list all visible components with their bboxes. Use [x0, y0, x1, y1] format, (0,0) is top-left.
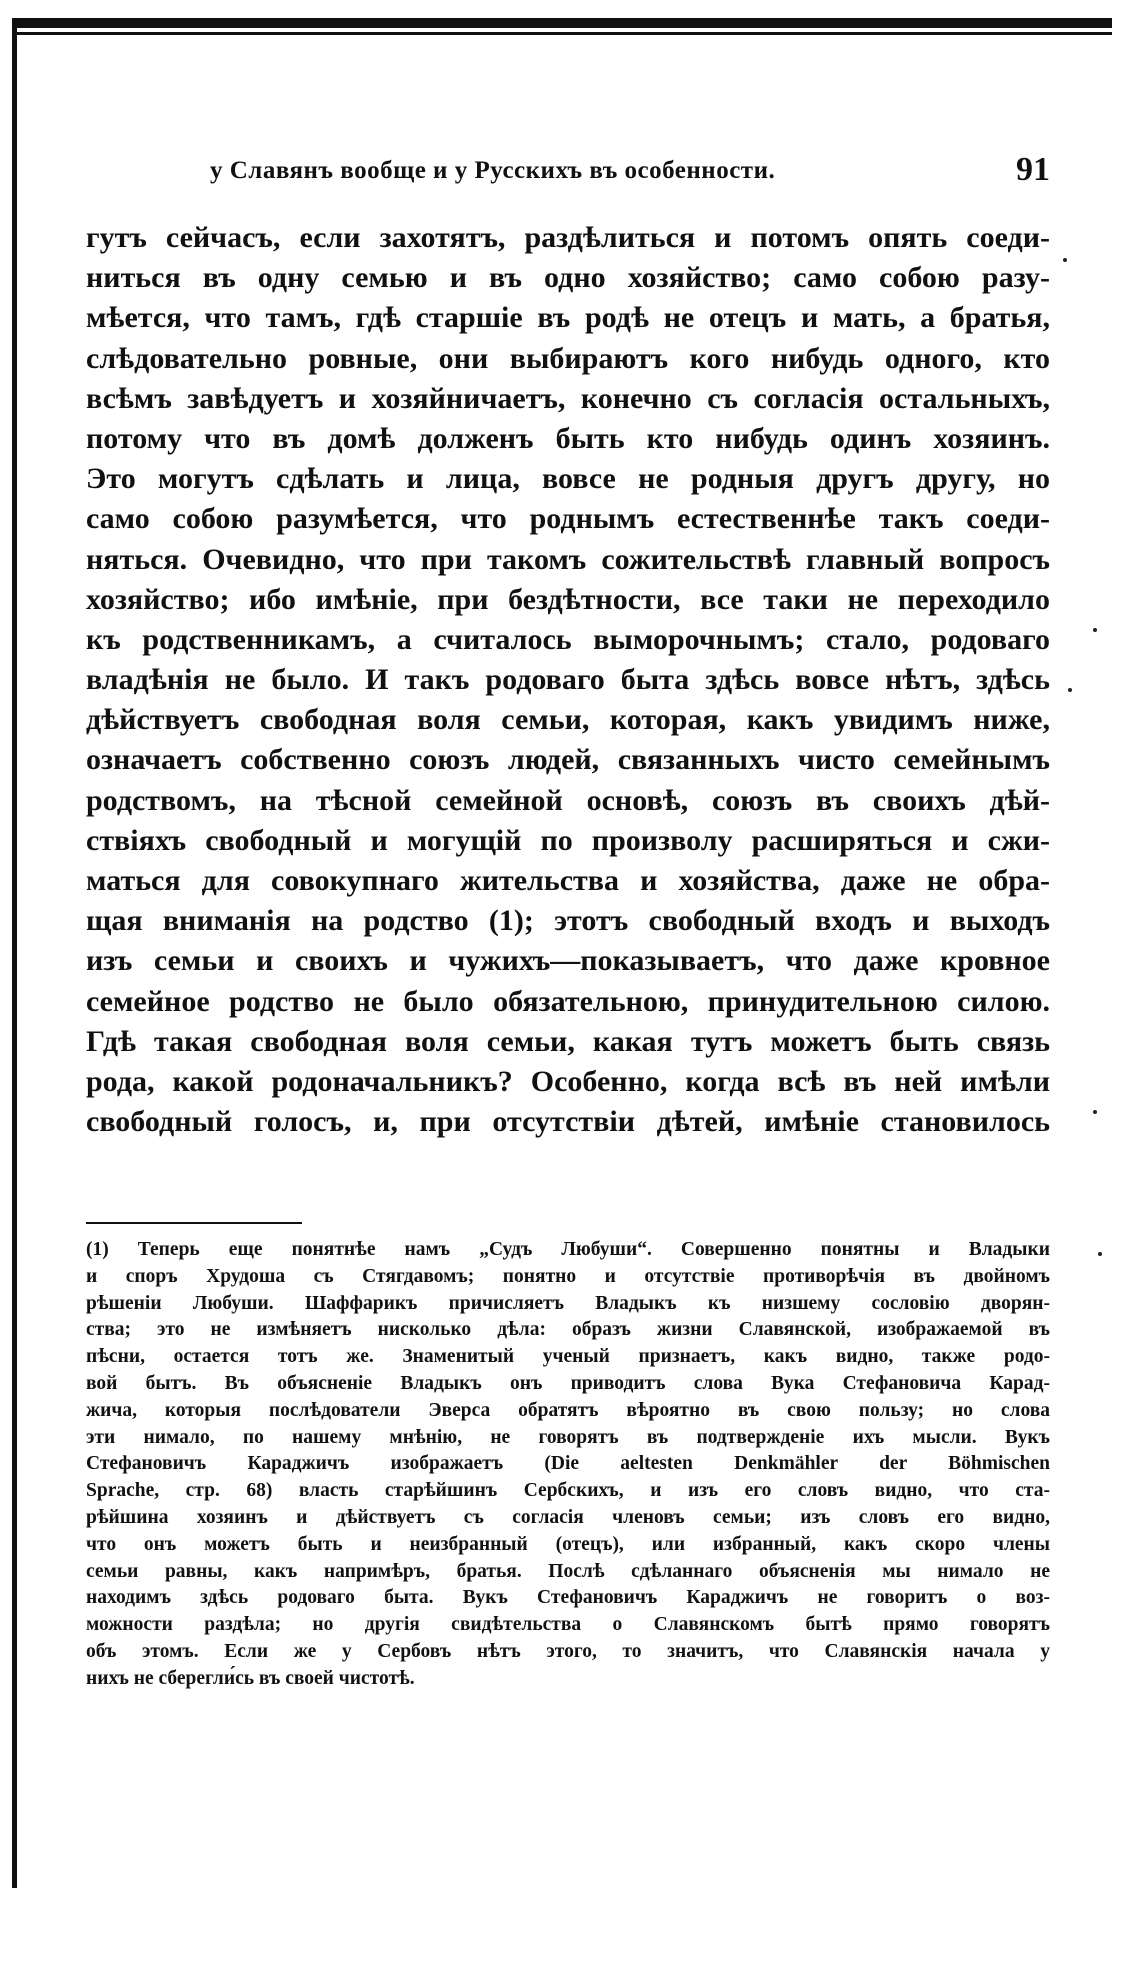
footnote-line: и споръ Хрудоша съ Стягдавомъ; понятно и отсутствіе противорѣчія въ двойномъ: [86, 1265, 1050, 1287]
footnote-line: рѣйшина хозяинъ и дѣйствуетъ съ согласія членовъ семьи; изъ словъ его видно,: [86, 1506, 1050, 1528]
text-line: свободный голосъ, и, при отсутствіи дѣтей, имѣніе становилось: [86, 1105, 1050, 1139]
text-line: дѣйствуетъ свободная воля семьи, которая, какъ увидимъ ниже,: [86, 703, 1050, 737]
footnote-line: Стефановичъ Караджичъ изображаетъ (Die aeltesten Denkmähler der Böhmischen: [86, 1453, 1050, 1475]
print-speck: [1068, 688, 1072, 692]
footnote-line: жича, которыя послѣдователи Эверса обратятъ вѣроятно въ свою пользу; но слова: [86, 1399, 1050, 1421]
text-line: няться. Очевидно, что при такомъ сожительствѣ главный вопросъ: [86, 542, 1050, 576]
text-line: всѣмъ завѣдуетъ и хозяйничаетъ, конечно съ согласія остальныхъ,: [86, 381, 1050, 415]
text-line: хозяйство; ибо имѣніе, при бездѣтности, все таки не переходило: [86, 582, 1050, 616]
footnote-line: рѣшеніи Любуши. Шаффарикъ причисляетъ Владыкъ къ низшему сословію дворян-: [86, 1292, 1050, 1314]
footnote-line: семьи равны, какъ напримѣръ, братья. Послѣ сдѣланнаго объясненія мы нимало не: [86, 1560, 1050, 1582]
top-border-rule: [12, 18, 1112, 28]
text-line: слѣдовательно ровные, они выбираютъ кого нибудь одного, кто: [86, 341, 1050, 375]
text-line: потому что въ домѣ долженъ быть кто нибудь одинъ хозяинъ.: [86, 421, 1050, 455]
text-line: семейное родство не было обязательною, принудительною силою.: [86, 984, 1050, 1018]
footnote-separator: [86, 1222, 302, 1224]
running-header-title: у Славянъ вообще и у Русскихъ въ особенности.: [210, 157, 776, 184]
text-line: Это могутъ сдѣлать и лица, вовсе не родныя другъ другу, но: [86, 462, 1050, 496]
footnote-line: вой бытъ. Въ объясненіе Владыкъ онъ приводитъ слова Вука Стефановича Карад-: [86, 1372, 1050, 1394]
footnote-line: пѣсни, остается тотъ же. Знаменитый ученый признаетъ, какъ видно, также родо-: [86, 1346, 1050, 1368]
footnote-line: нихъ не сберегли́сь въ своей чистотѣ.: [86, 1667, 415, 1689]
print-speck: [1093, 1110, 1097, 1114]
text-line: родствомъ, на тѣсной семейной основѣ, союзъ въ своихъ дѣй-: [86, 783, 1050, 817]
running-header: [210, 151, 1050, 197]
print-speck: [1098, 1252, 1102, 1256]
footnote-line: Sprache, стр. 68) власть старѣйшинъ Сербскихъ, и изъ его словъ видно, что ста-: [86, 1480, 1050, 1502]
footnote-line: находимъ здѣсь родоваго быта. Вукъ Стефановичъ Караджичъ не говоритъ о воз-: [86, 1587, 1050, 1609]
main-text-block: [86, 218, 1050, 1142]
left-page-edge: [12, 28, 17, 1888]
text-line: щая вниманія на родство (1); этотъ свободный входъ и выходъ: [86, 904, 1050, 938]
page-number: 91: [1016, 151, 1050, 188]
footnote-line: ства; это не измѣняетъ нисколько дѣла: образъ жизни Славянской, изображаемой въ: [86, 1319, 1050, 1341]
top-border-rule-thin: [12, 32, 1112, 35]
print-speck: [1093, 628, 1097, 632]
text-line: изъ семьи и своихъ и чужихъ—показываетъ, что даже кровное: [86, 944, 1050, 978]
footnote-line: объ этомъ. Если же у Сербовъ нѣтъ этого, то значитъ, что Славянскія начала у: [86, 1640, 1050, 1662]
footnote-line: (1) Теперь еще понятнѣе намъ „Судъ Любуши“. Совершенно понятны и Владыки: [86, 1239, 1050, 1260]
text-line: означаетъ собственно союзъ людей, связанныхъ чисто семейнымъ: [86, 743, 1050, 777]
text-line: само собою разумѣется, что роднымъ естественнѣе такъ соеди-: [86, 502, 1050, 536]
text-line: къ родственникамъ, а считалось выморочнымъ; стало, родоваго: [86, 622, 1050, 656]
text-line: Гдѣ такая свободная воля семьи, какая тутъ можетъ быть связь: [86, 1024, 1050, 1058]
footnote-block: [86, 1237, 1050, 1693]
footnote-line: эти нимало, по нашему мнѣнію, не говорятъ въ подтвержденіе ихъ мысли. Вукъ: [86, 1426, 1050, 1448]
text-line: рода, какой родоначальникъ? Особенно, когда всѣ въ ней имѣли: [86, 1064, 1050, 1098]
footnote-line: что онъ можетъ быть и неизбранный (отецъ), или избранный, какъ скоро члены: [86, 1533, 1050, 1555]
text-line: гутъ сейчасъ, если захотятъ, раздѣлиться и потомъ опять соеди-: [86, 221, 1050, 254]
text-line: владѣнія не было. И такъ родоваго быта здѣсь вовсе нѣтъ, здѣсь: [86, 663, 1050, 697]
text-line: ниться въ одну семью и въ одно хозяйство; само собою разу-: [86, 261, 1050, 295]
footnote-line: можности раздѣла; но другія свидѣтельства о Славянскомъ бытѣ прямо говорятъ: [86, 1614, 1050, 1636]
print-speck: [1063, 258, 1067, 262]
text-line: маться для совокупнаго жительства и хозяйства, даже не обра-: [86, 864, 1050, 897]
text-line: мѣется, что тамъ, гдѣ старшіе въ родѣ не отецъ и мать, а братья,: [86, 301, 1050, 335]
text-line: ствіяхъ свободный и могущій по произволу расширяться и сжи-: [86, 823, 1050, 857]
